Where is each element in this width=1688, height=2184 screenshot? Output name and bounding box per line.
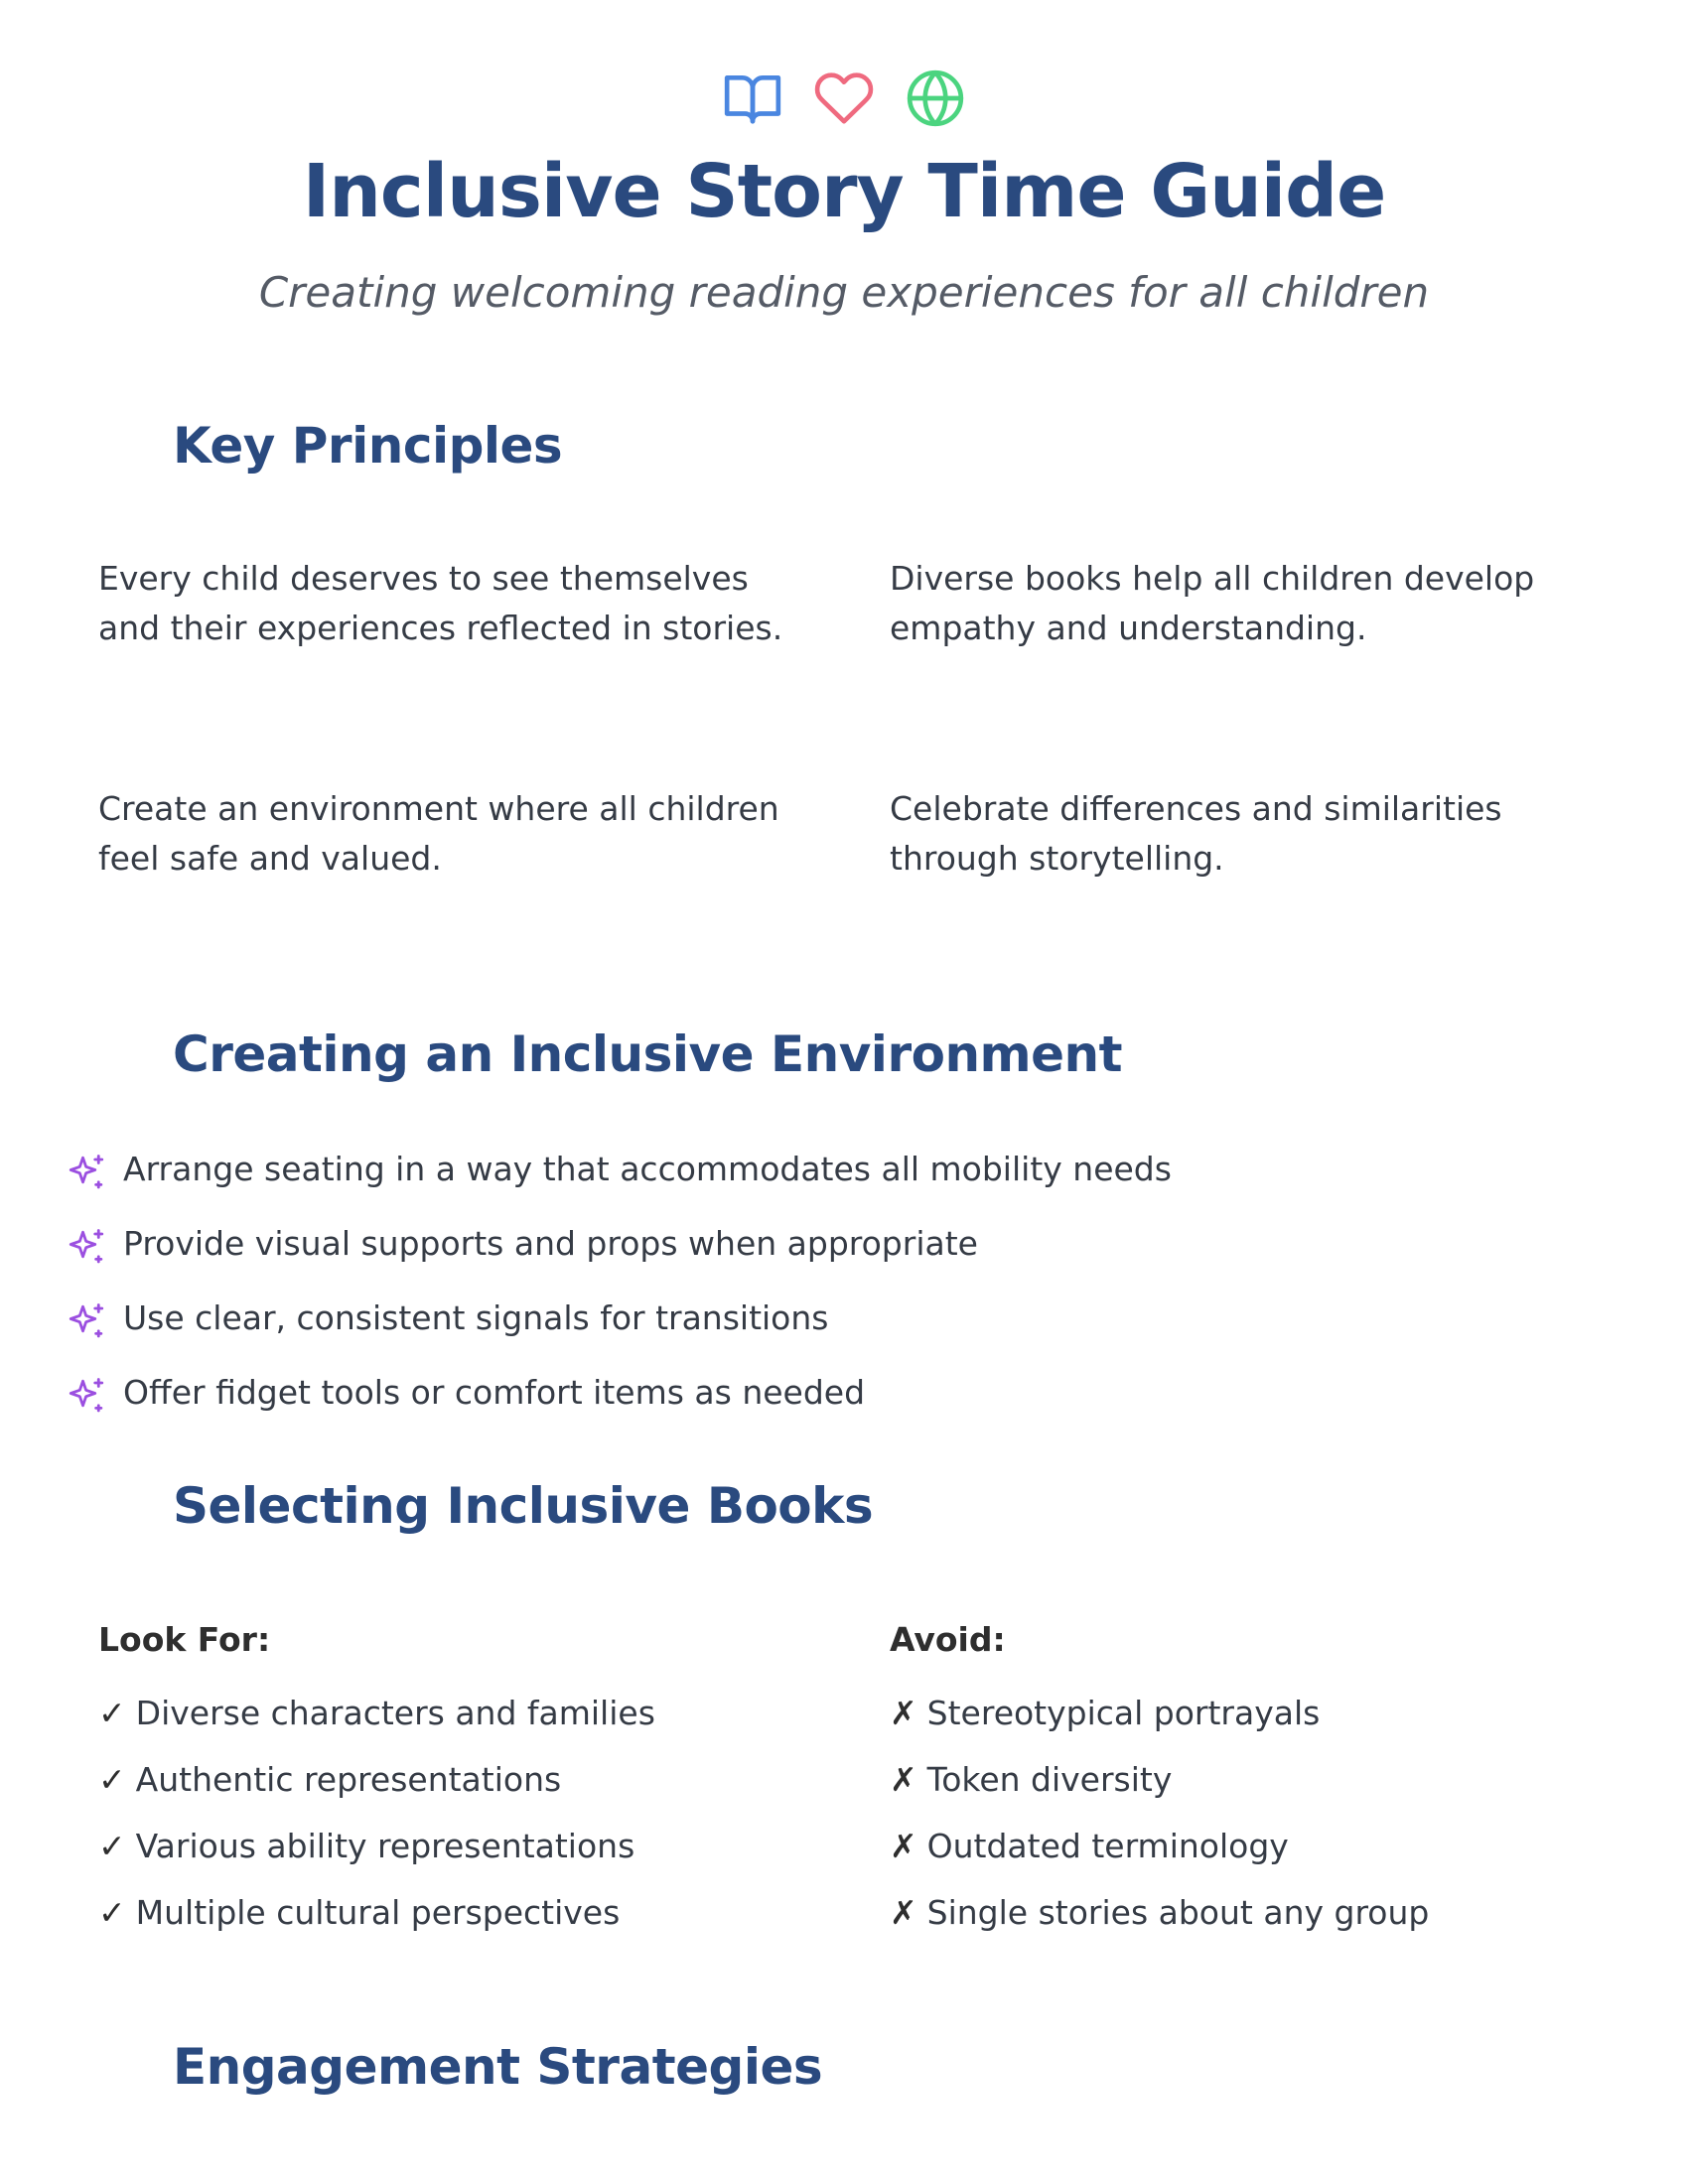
principle-item: Every child deserves to see themselves and their experiences reflected in stories. (98, 559, 783, 647)
list-item-label: Various ability representations (135, 1827, 635, 1865)
cross-icon: ✗ (890, 1760, 917, 1799)
environment-list (66, 1132, 1172, 1430)
list-item (98, 1746, 655, 1813)
check-icon: ✓ (98, 1694, 126, 1732)
cross-icon: ✗ (890, 1827, 917, 1865)
check-icon: ✓ (98, 1760, 126, 1799)
list-item-label: Multiple cultural perspectives (135, 1893, 621, 1932)
list-item (890, 1813, 1429, 1879)
heart-icon (813, 68, 875, 129)
sparkles-icon (66, 1301, 107, 1343)
list-item (98, 1680, 655, 1746)
principle-item: Diverse books help all children develop empathy and understanding. (890, 559, 1535, 647)
check-icon: ✓ (98, 1827, 126, 1865)
sparkles-icon (66, 1376, 107, 1418)
page-subtitle: Creating welcoming reading experiences for all children (258, 268, 1430, 317)
book-open-icon (722, 68, 783, 129)
avoid-heading: Avoid: (890, 1620, 1006, 1659)
globe-icon (905, 68, 966, 129)
look-for-list (98, 1680, 655, 1946)
header-icons (0, 68, 1688, 129)
environment-heading: Creating an Inclusive Environment (173, 1025, 1123, 1083)
look-for-heading: Look For: (98, 1620, 271, 1659)
list-item-label: Outdated terminology (926, 1827, 1289, 1865)
page-title: Inclusive Story Time Guide (302, 149, 1386, 234)
list-item (98, 1879, 655, 1946)
cross-icon: ✗ (890, 1694, 917, 1732)
list-item-label: Use clear, consistent signals for transitions (123, 1298, 829, 1337)
list-item (66, 1206, 1172, 1281)
list-item (890, 1680, 1429, 1746)
check-icon: ✓ (98, 1893, 126, 1932)
list-item-label: Token diversity (926, 1760, 1173, 1799)
list-item-label: Arrange seating in a way that accommodates all mobility needs (123, 1150, 1172, 1188)
list-item-label: Authentic representations (135, 1760, 562, 1799)
list-item (66, 1355, 1172, 1430)
key-principles-heading: Key Principles (173, 417, 563, 475)
principle-item: Create an environment where all children feel safe and valued. (98, 789, 779, 878)
list-item (890, 1746, 1429, 1813)
engagement-heading: Engagement Strategies (173, 2038, 823, 2096)
list-item (890, 1879, 1429, 1946)
books-heading: Selecting Inclusive Books (173, 1477, 874, 1535)
avoid-list (890, 1680, 1429, 1946)
list-item-label: Provide visual supports and props when appropriate (123, 1224, 978, 1263)
sparkles-icon (66, 1227, 107, 1269)
cross-icon: ✗ (890, 1893, 917, 1932)
list-item-label: Diverse characters and families (135, 1694, 655, 1732)
list-item (98, 1813, 655, 1879)
list-item-label: Single stories about any group (926, 1893, 1430, 1932)
list-item (66, 1132, 1172, 1206)
list-item-label: Stereotypical portrayals (926, 1694, 1321, 1732)
principle-item: Celebrate differences and similarities through storytelling. (890, 789, 1502, 878)
list-item (66, 1281, 1172, 1355)
list-item-label: Offer fidget tools or comfort items as needed (123, 1373, 866, 1412)
sparkles-icon (66, 1153, 107, 1194)
